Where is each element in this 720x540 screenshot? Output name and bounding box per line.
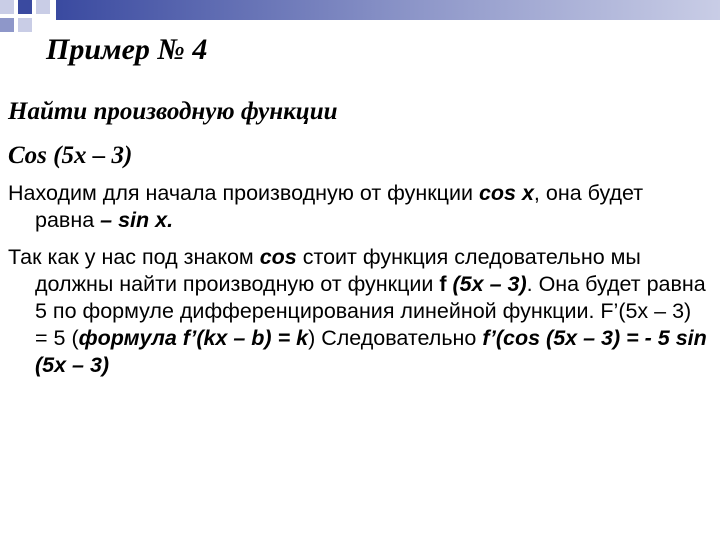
deco-gradient-bar [56, 0, 720, 20]
deco-square [36, 0, 50, 14]
math-linear-formula: формула f’(kx – b) = k [78, 326, 309, 350]
text-segment: Так как у нас под знаком [8, 245, 260, 269]
math-inner-function: (5x – 3) [446, 272, 527, 296]
deco-square [0, 18, 14, 32]
text-segment: , она будет равна [35, 181, 644, 232]
function-expression: Cos (5x – 3) [8, 142, 133, 169]
math-f: f [439, 272, 447, 296]
math-cos: cos [259, 245, 297, 269]
text-segment: Находим для начала производную от функции [8, 181, 479, 205]
slide-content [8, 90, 708, 379]
math-cos-x: cos x [478, 181, 534, 205]
deco-square [18, 0, 32, 14]
task-heading: Найти производную функции [8, 98, 338, 125]
paragraph-derivative-cos [8, 180, 708, 234]
slide-title: Пример № 4 [46, 33, 208, 66]
deco-square [0, 0, 14, 14]
deco-square [18, 18, 32, 32]
math-minus-sin-x: – sin x. [100, 208, 174, 232]
paragraph-chain-rule [8, 244, 708, 379]
text-segment: . Она будет равна 5 по формуле дифференцирования линейной функции. F’(5x – 3) = 5 ( [35, 272, 706, 350]
math-final-answer: f’(cos (5x – 3) = - 5 sin (5x – 3) [35, 326, 707, 377]
text-segment: стоит функция следовательно мы должны найти производную от функции [35, 245, 641, 296]
text-segment: ) Следовательно [308, 326, 483, 350]
